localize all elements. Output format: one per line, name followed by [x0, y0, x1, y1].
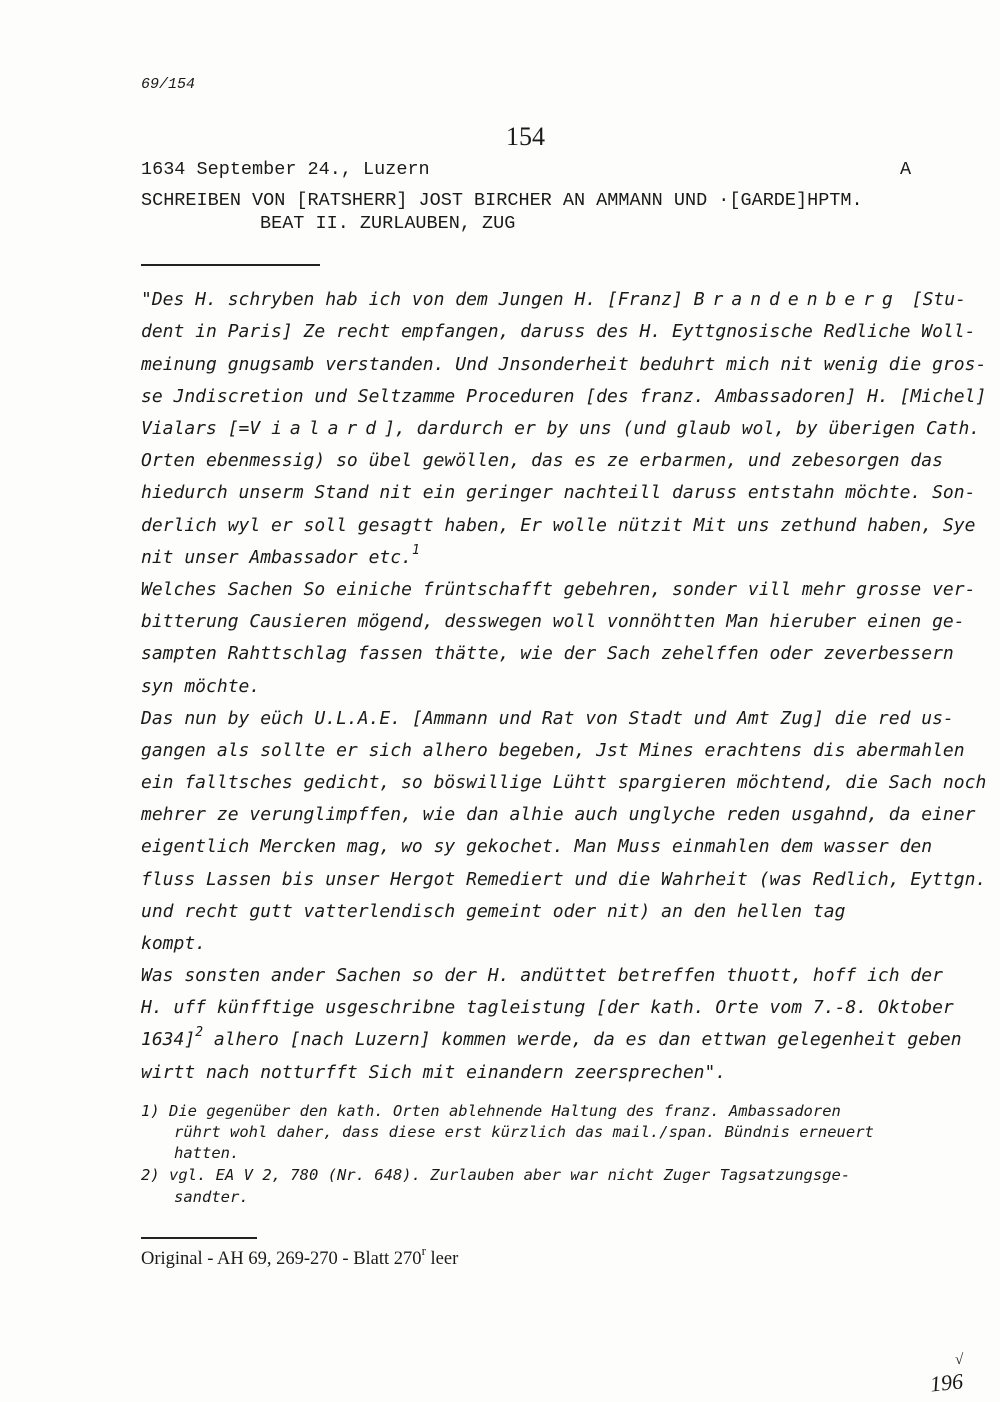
body-line: derlich wyl er soll gesagtt haben, Er wolle nützit Mit uns zethund haben, Sye [141, 515, 976, 536]
handwritten-check-mark: √ [955, 1352, 964, 1368]
body-line: fluss Lassen bis unser Hergot Remediert und die Wahrheit (was Redlich, Eyttgn. [141, 869, 987, 890]
body-line [141, 291, 966, 309]
header-rule [141, 264, 320, 266]
body-line: dent in Paris] Ze recht empfangen, daruss des H. Eyttgnosische Redliche Woll- [141, 321, 976, 342]
body-line: eigentlich Mercken mag, wo sy gekochet. Man Muss einmahlen dem wasser den [141, 836, 933, 857]
date-place: 1634 September 24., Luzern [141, 159, 430, 180]
body-text: Vialars [=V [141, 418, 261, 439]
body-line: mehrer ze verunglimpffen, wie dan alhie auch unglyche reden usgahnd, da einer [141, 804, 976, 825]
body-line: gangen als sollte er sich alhero begeben, Jst Mines erachtens dis abermahlen [141, 740, 965, 761]
body-text: nit unser Ambassador etc. [141, 547, 412, 568]
body-line: Das nun by eüch U.L.A.E. [Ammann und Rat von Stadt und Amt Zug] die red us- [141, 708, 954, 729]
body-text: [Stu- [900, 289, 966, 310]
document-type-letter: A [900, 159, 912, 180]
spaced-name: Brandenberg [693, 289, 901, 310]
body-line: ein falltsches gedicht, so böswillige Lühtt spargieren möchtend, die Sach noch [141, 772, 987, 793]
body-line: meinung gnugsamb verstanden. Und Jnsonderheit beduhrt mich nit wenig die gros- [141, 354, 987, 375]
archive-reference: 69/154 [141, 76, 196, 93]
body-line [141, 543, 420, 568]
body-line: hiedurch unserm Stand nit ein geringer nachteill daruss entstahn möchte. Son- [141, 482, 976, 503]
footnote-2-cont: sandter. [174, 1188, 249, 1206]
body-line [141, 420, 980, 438]
source-text: Original - AH 69, 269-270 - Blatt 270 [141, 1249, 422, 1269]
body-line: bitterung Causieren mögend, desswegen woll vonnöhtten Man hieruber einen ge- [141, 611, 965, 632]
body-line: syn möchte. [141, 676, 261, 697]
body-line: sampten Rahttschlag fassen thätte, wie der Sach zehelffen oder zeverbessern [141, 643, 954, 664]
body-text: ], dardurch er by uns (und glaub wol, by überigen Cath. [384, 418, 981, 439]
footnote-1-cont: hatten. [174, 1144, 240, 1162]
body-line: und recht gutt vatterlendisch gemeint oder nit) an den hellen tag [141, 901, 846, 922]
body-text: "Des H. schryben hab ich von dem Jungen H. [Franz] [141, 289, 694, 310]
source-tail: leer [425, 1249, 459, 1269]
footnote-2: 2) vgl. EA V 2, 780 (Nr. 648). Zurlauben aber war nicht Zuger Tagsatzungsge- [141, 1166, 851, 1184]
document-title-line-2: BEAT II. ZURLAUBEN, ZUG [260, 213, 516, 234]
spaced-name: ialard [271, 418, 385, 439]
body-text: 1634] [141, 1029, 196, 1050]
footnote-1-cont: rührt wohl daher, dass diese erst kürzlich das mail./span. Bündnis erneuert [174, 1123, 874, 1141]
body-line: H. uff künfftige usgeschribne tagleistung [der kath. Orte vom 7.-8. Oktober [141, 997, 954, 1018]
body-line: Was sonsten ander Sachen so der H. andüttet betreffen thuott, hoff ich der [141, 965, 943, 986]
handwritten-folio-number: 196 [928, 1368, 965, 1397]
body-line: Orten ebenmessig) so übel gewöllen, das es ze erbarmen, und zebesorgen das [141, 450, 943, 471]
body-line: wirtt nach notturfft Sich mit einandern zeersprechen". [141, 1062, 727, 1083]
document-number: 154 [506, 122, 545, 151]
body-line: Welches Sachen So einiche früntschafft gebehren, sonder vill mehr grosse ver- [141, 579, 976, 600]
footnote-ref-2: 2 [195, 1025, 204, 1040]
document-title-line-1: SCHREIBEN VON [RATSHERR] JOST BIRCHER AN AMMANN UND ·[GARDE]HPTM. [141, 190, 863, 211]
body-text: alhero [nach Luzern] kommen werde, da es dan ettwan gelegenheit geben [203, 1029, 962, 1050]
footnote-1: 1) Die gegenüber den kath. Orten ablehnende Haltung des franz. Ambassadoren [141, 1102, 841, 1120]
body-line: kompt. [141, 933, 207, 954]
body-line: se Jndiscretion und Seltzamme Proceduren [des franz. Ambassadoren] H. [Michel] [141, 386, 987, 407]
body-line [141, 1025, 962, 1050]
source-sup: r [421, 1243, 426, 1258]
source-reference [141, 1243, 459, 1270]
source-rule [141, 1237, 257, 1239]
footnote-ref-1: 1 [411, 543, 420, 558]
